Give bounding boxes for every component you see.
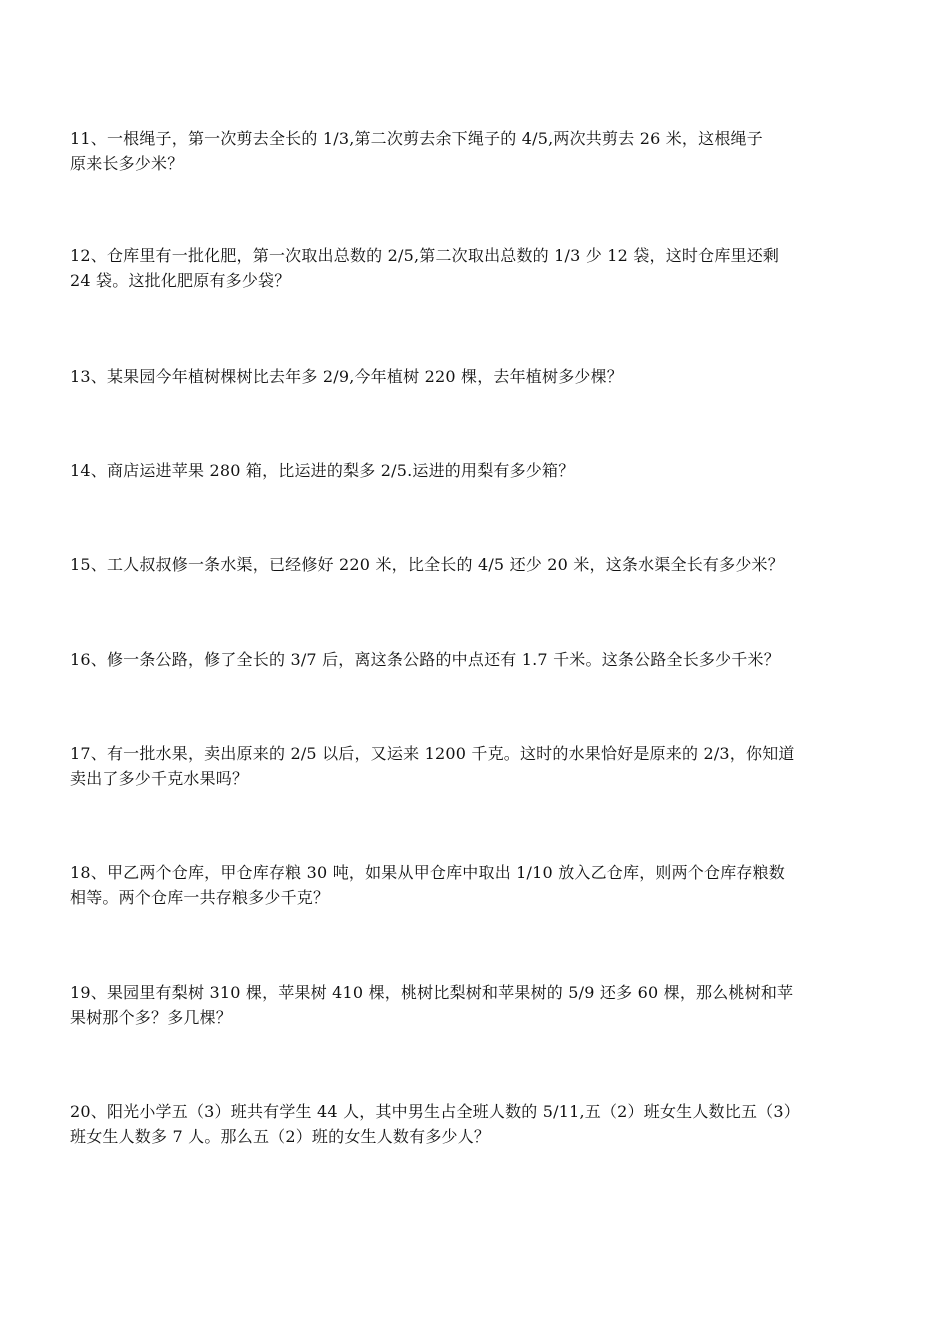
problem-20-line-1: 20、阳光小学五（3）班共有学生 44 人，其中男生占全班人数的 5/11,五（2）班女生人数比五（3）: [70, 1102, 800, 1121]
problem-20: [70, 1099, 870, 1149]
problem-12-line-1: 12、仓库里有一批化肥，第一次取出总数的 2/5,第二次取出总数的 1/3 少 12 袋，这时仓库里还剩: [70, 246, 780, 265]
problem-11-line-1: 11、一根绳子，第一次剪去全长的 1/3,第二次剪去余下绳子的 4/5,两次共剪去 26 米，这根绳子: [70, 129, 763, 148]
problem-17-line-2: 卖出了多少千克水果吗？: [70, 769, 249, 788]
problem-12-line-2: 24 袋。这批化肥原有多少袋？: [70, 271, 291, 290]
problem-17: [70, 741, 870, 791]
problem-15: [70, 552, 870, 577]
problem-13-line-1: 13、某果园今年植树棵树比去年多 2/9,今年植树 220 棵，去年植树多少棵？: [70, 367, 623, 386]
problem-13: [70, 364, 870, 389]
problem-19-line-1: 19、果园里有梨树 310 棵，苹果树 410 棵，桃树比梨树和苹果树的 5/9 还多 60 棵，那么桃树和苹: [70, 983, 794, 1002]
problem-16-line-1: 16、修一条公路，修了全长的 3/7 后，离这条公路的中点还有 1.7 千米。这条公路全长多少千米？: [70, 650, 780, 669]
problem-17-line-1: 17、有一批水果，卖出原来的 2/5 以后，又运来 1200 千克。这时的水果恰好是原来的 2/3，你知道: [70, 744, 795, 763]
problem-11: [70, 126, 870, 176]
problem-12: [70, 243, 870, 293]
problem-18-line-2: 相等。两个仓库一共存粮多少千克？: [70, 888, 330, 907]
problem-18-line-1: 18、甲乙两个仓库，甲仓库存粮 30 吨，如果从甲仓库中取出 1/10 放入乙仓库，则两个仓库存粮数: [70, 863, 785, 882]
problem-18: [70, 860, 870, 910]
problem-11-line-2: 原来长多少米？: [70, 154, 184, 173]
problem-20-line-2: 班女生人数多 7 人。那么五（2）班的女生人数有多少人？: [70, 1127, 491, 1146]
problem-14: [70, 458, 870, 483]
problem-19-line-2: 果树那个多？多几棵？: [70, 1008, 233, 1027]
problem-19: [70, 980, 870, 1030]
problem-14-line-1: 14、商店运进苹果 280 箱，比运进的梨多 2/5.运进的用梨有多少箱？: [70, 461, 575, 480]
problem-15-line-1: 15、工人叔叔修一条水渠，已经修好 220 米，比全长的 4/5 还少 20 米，这条水渠全长有多少米？: [70, 555, 784, 574]
problem-16: [70, 647, 870, 672]
